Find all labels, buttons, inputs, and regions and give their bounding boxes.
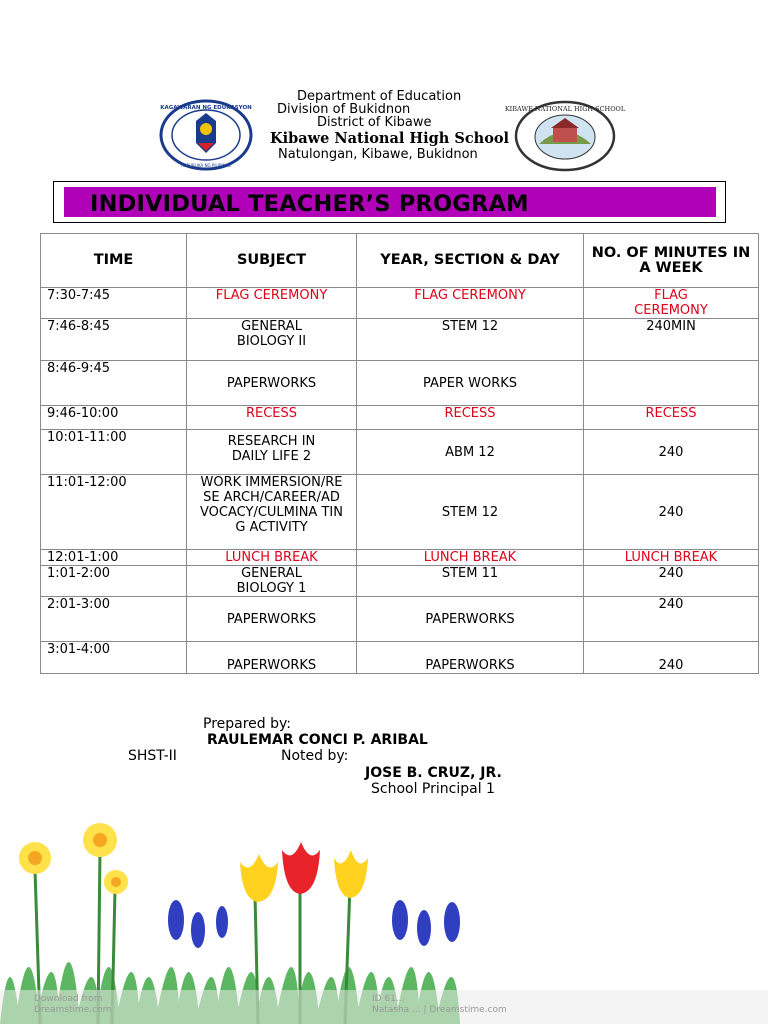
- prepared-by-position: SHST-II: [128, 748, 177, 764]
- header-address: Natulongan, Kibawe, Bukidnon: [278, 147, 478, 162]
- cell-subject: RECESS: [187, 406, 357, 430]
- cell-section: LUNCH BREAK: [357, 550, 584, 566]
- watermark-right-line2: Natasha ... | Dreamstime.com: [372, 1005, 507, 1015]
- prepared-by-name: RAULEMAR CONCI P. ARIBAL: [207, 732, 428, 748]
- table-row: [41, 430, 759, 475]
- cell-minutes: 240: [584, 566, 759, 597]
- title-box: [53, 181, 726, 223]
- cell-section: PAPER WORKS: [357, 361, 584, 406]
- watermark-right-line1: ID 61...: [372, 994, 405, 1004]
- header-school-name: Kibawe National High School: [270, 130, 510, 147]
- cell-section: STEM 12: [357, 319, 584, 361]
- cell-minutes: RECESS: [584, 406, 759, 430]
- header-minutes: NO. OF MINUTES IN A WEEK: [584, 234, 759, 288]
- schedule-table: [40, 233, 759, 674]
- cell-minutes: 240: [584, 597, 759, 642]
- cell-section: PAPERWORKS: [357, 642, 584, 674]
- watermark-bar: [0, 990, 768, 1024]
- noted-by-position: School Principal 1: [371, 781, 495, 797]
- watermark-left-line2: Dreamstime.com: [34, 1005, 112, 1015]
- svg-text:KAGAWARAN NG EDUKASYON: KAGAWARAN NG EDUKASYON: [160, 105, 252, 111]
- table-header-row: [41, 234, 759, 288]
- table-row: [41, 361, 759, 406]
- table-row: [41, 550, 759, 566]
- cell-subject: PAPERWORKS: [187, 597, 357, 642]
- header-time: TIME: [41, 234, 187, 288]
- table-row: [41, 288, 759, 319]
- cell-subject: LUNCH BREAK: [187, 550, 357, 566]
- svg-text:REPUBLIKA NG PILIPINAS: REPUBLIKA NG PILIPINAS: [181, 163, 231, 168]
- cell-time: 7:46-8:45: [41, 319, 187, 361]
- table-row: [41, 475, 759, 550]
- cell-minutes: [584, 361, 759, 406]
- cell-minutes: 240MIN: [584, 319, 759, 361]
- cell-time: 2:01-3:00: [41, 597, 187, 642]
- cell-subject: GENERAL BIOLOGY II: [187, 319, 357, 361]
- cell-minutes: 240: [584, 475, 759, 550]
- header-subject: SUBJECT: [187, 234, 357, 288]
- cell-time: 10:01-11:00: [41, 430, 187, 475]
- cell-subject: FLAG CEREMONY: [187, 288, 357, 319]
- cell-time: 9:46-10:00: [41, 406, 187, 430]
- cell-minutes: FLAG CEREMONY: [584, 288, 759, 319]
- cell-minutes: 240: [584, 642, 759, 674]
- cell-section: STEM 11: [357, 566, 584, 597]
- cell-time: 8:46-9:45: [41, 361, 187, 406]
- school-seal-logo: [504, 100, 626, 172]
- deped-seal-logo: [158, 99, 254, 171]
- header-department: Department of Education: [297, 89, 462, 104]
- cell-minutes: 240: [584, 430, 759, 475]
- watermark-left-line1: Download from: [34, 994, 103, 1004]
- cell-time: 7:30-7:45: [41, 288, 187, 319]
- cell-time: 3:01-4:00: [41, 642, 187, 674]
- cell-subject: PAPERWORKS: [187, 361, 357, 406]
- cell-section: ABM 12: [357, 430, 584, 475]
- prepared-by-label: Prepared by:: [203, 716, 291, 732]
- cell-time: 12:01-1:00: [41, 550, 187, 566]
- cell-section: PAPERWORKS: [357, 597, 584, 642]
- header-division: Division of Bukidnon: [277, 102, 411, 117]
- cell-subject: WORK IMMERSION/RESE ARCH/CAREER/AD VOCACY/CULMINA TING ACTIVITY: [187, 475, 357, 550]
- table-row: [41, 566, 759, 597]
- table-row: [41, 642, 759, 674]
- cell-subject: PAPERWORKS: [187, 642, 357, 674]
- svg-text:KIBAWE NATIONAL HIGH SCHOOL: KIBAWE NATIONAL HIGH SCHOOL: [504, 105, 626, 113]
- cell-section: STEM 12: [357, 475, 584, 550]
- table-row: [41, 319, 759, 361]
- cell-minutes: LUNCH BREAK: [584, 550, 759, 566]
- title-band: [64, 187, 716, 217]
- table-row: [41, 406, 759, 430]
- page-title: INDIVIDUAL TEACHER’S PROGRAM: [90, 191, 529, 217]
- noted-by-label: Noted by:: [281, 748, 349, 764]
- table-row: [41, 597, 759, 642]
- cell-subject: GENERAL BIOLOGY 1: [187, 566, 357, 597]
- cell-section: FLAG CEREMONY: [357, 288, 584, 319]
- cell-time: 11:01-12:00: [41, 475, 187, 550]
- cell-time: 1:01-2:00: [41, 566, 187, 597]
- cell-subject: RESEARCH IN DAILY LIFE 2: [187, 430, 357, 475]
- header-section: YEAR, SECTION & DAY: [357, 234, 584, 288]
- noted-by-name: JOSE B. CRUZ, JR.: [365, 765, 502, 781]
- cell-section: RECESS: [357, 406, 584, 430]
- header-district: District of Kibawe: [317, 115, 432, 130]
